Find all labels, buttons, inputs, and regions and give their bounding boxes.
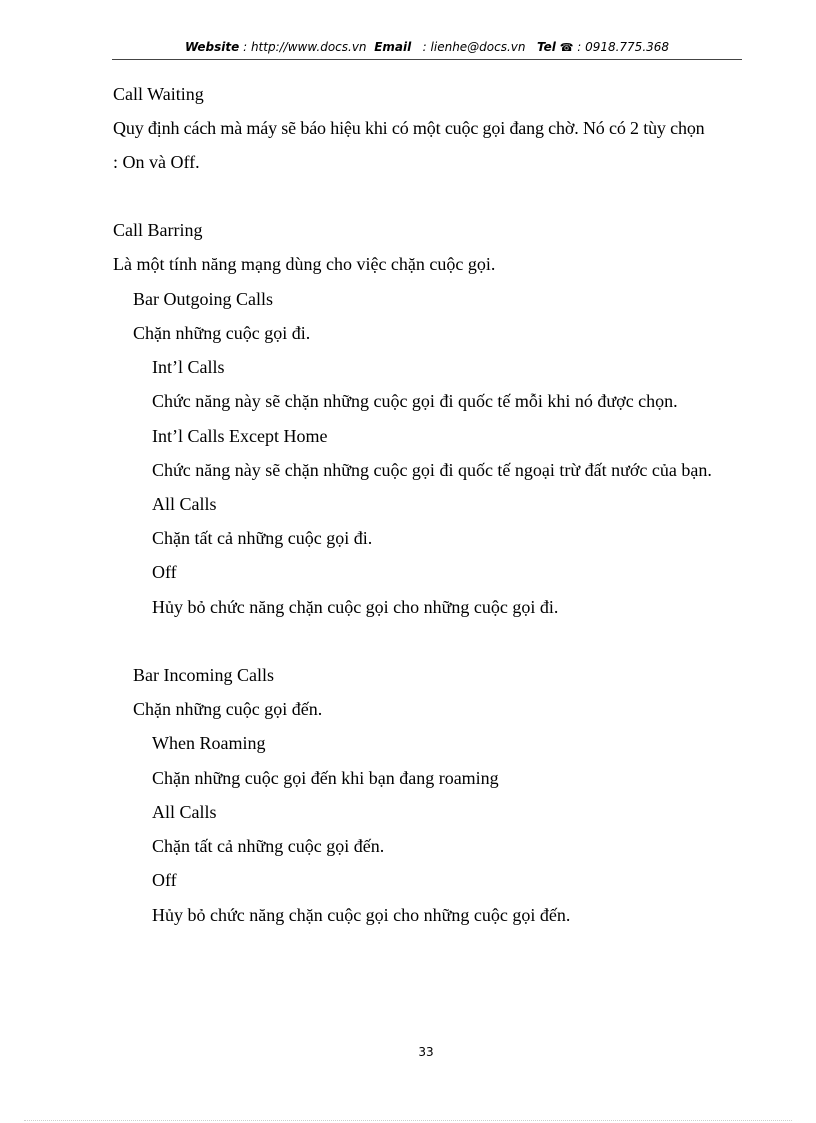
bar-outgoing-description: Chặn những cuộc gọi đi.: [133, 323, 311, 343]
website-url: http://www.docs.vn: [250, 40, 367, 54]
header-divider: [112, 59, 742, 60]
outgoing-intl-except-home-title: Int’l Calls Except Home: [152, 426, 328, 446]
phone-icon: ☎: [559, 41, 574, 54]
call-waiting-description-line-1: Quy định cách mà máy sẽ báo hiệu khi có một cuộc gọi đang chờ. Nó có 2 tùy chọn: [113, 118, 705, 138]
call-waiting-description-line-2: : On và Off.: [113, 152, 200, 172]
email-value: lienhe@docs.vn: [430, 40, 526, 54]
tel-label: Tel: [536, 40, 556, 54]
call-barring-description: Là một tính năng mạng dùng cho việc chặn cuộc gọi.: [113, 254, 496, 274]
outgoing-all-calls-title: All Calls: [152, 494, 217, 514]
page-header: [112, 40, 742, 54]
bar-outgoing-title: Bar Outgoing Calls: [133, 289, 273, 309]
bar-incoming-title: Bar Incoming Calls: [133, 665, 274, 685]
page-number: 33: [418, 1045, 434, 1059]
tel-value: : 0918.775.368: [573, 40, 670, 54]
outgoing-all-calls-description: Chặn tất cả những cuộc gọi đi.: [152, 528, 373, 548]
outgoing-intl-calls-title: Int’l Calls: [152, 357, 225, 377]
bar-incoming-description: Chặn những cuộc gọi đến.: [133, 699, 323, 719]
outgoing-intl-calls-description: Chức năng này sẽ chặn những cuộc gọi đi quốc tế mỗi khi nó được chọn.: [152, 391, 678, 411]
incoming-when-roaming-title: When Roaming: [152, 733, 266, 753]
incoming-all-calls-title: All Calls: [152, 802, 217, 822]
incoming-when-roaming-description: Chặn những cuộc gọi đến khi bạn đang roaming: [152, 768, 499, 788]
incoming-all-calls-description: Chặn tất cả những cuộc gọi đến.: [152, 836, 385, 856]
call-waiting-title: Call Waiting: [113, 84, 204, 104]
outgoing-off-description: Hủy bỏ chức năng chặn cuộc gọi cho những cuộc gọi đi.: [152, 597, 559, 617]
email-separator: :: [418, 40, 431, 54]
outgoing-intl-except-home-description: Chức năng này sẽ chặn những cuộc gọi đi quốc tế ngoại trừ đất nước của bạn.: [152, 460, 712, 480]
website-label: Website: [184, 40, 240, 54]
incoming-off-title: Off: [152, 870, 177, 890]
call-barring-title: Call Barring: [113, 220, 203, 240]
outgoing-off-title: Off: [152, 562, 177, 582]
page-bottom-border: [24, 1120, 792, 1121]
website-separator: :: [239, 40, 251, 54]
email-label: Email: [374, 40, 412, 54]
incoming-off-description: Hủy bỏ chức năng chặn cuộc gọi cho những cuộc gọi đến.: [152, 905, 571, 925]
